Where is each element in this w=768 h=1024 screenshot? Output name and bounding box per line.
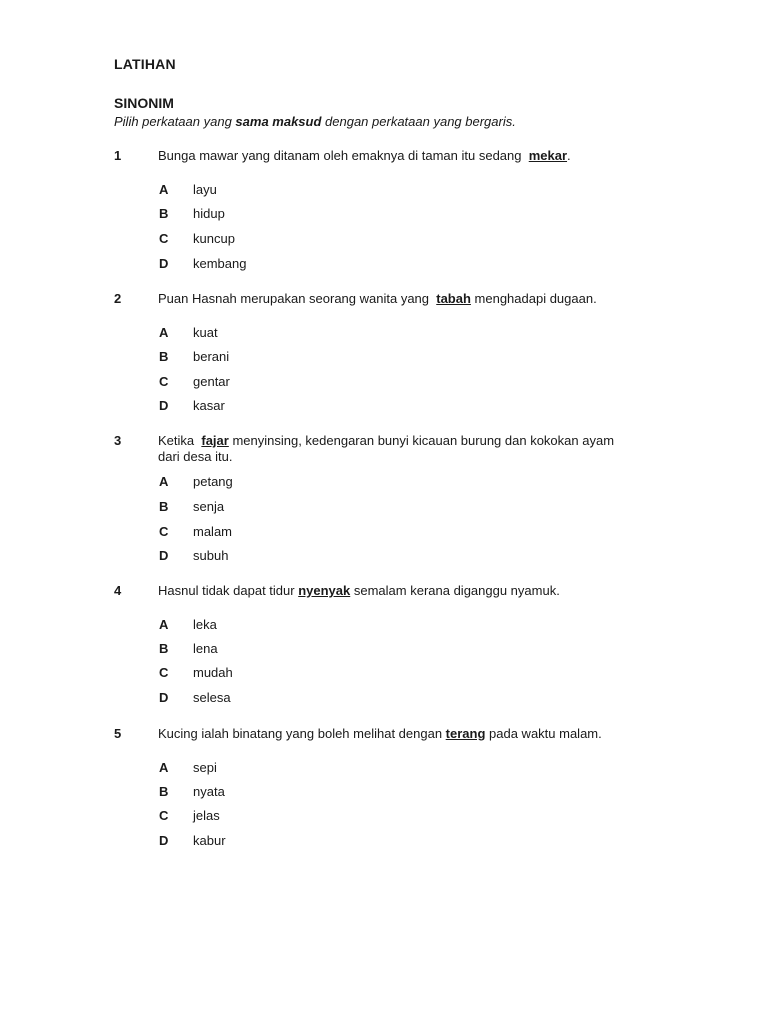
instruction-text [114, 114, 516, 129]
option-text: kabur [193, 833, 226, 848]
option-a [0, 760, 400, 778]
option-text: kasar [193, 398, 225, 413]
option-c [0, 808, 400, 826]
option-d [0, 548, 400, 566]
underlined-keyword: terang [445, 726, 486, 741]
question-text-after: . [567, 148, 571, 163]
question-text-before: Bunga mawar yang ditanam oleh emaknya di taman itu sedang [158, 148, 529, 163]
option-letter: B [159, 499, 169, 514]
option-text: berani [193, 349, 230, 364]
option-b [0, 349, 400, 367]
question-text-before: Ketika [158, 433, 202, 448]
question-number: 1 [114, 148, 122, 163]
question-text-before: Hasnul tidak dapat tidur [158, 583, 299, 598]
option-letter: D [159, 548, 169, 563]
option-c [0, 665, 400, 683]
question-text-after: menyinsing, kedengaran bunyi kicauan burung dan kokokan ayam dari desa itu. [158, 433, 615, 464]
option-letter: C [159, 374, 169, 389]
option-c [0, 374, 400, 392]
question-text [158, 583, 638, 599]
question-text-after: semalam kerana diganggu nyamuk. [350, 583, 560, 598]
question-number: 3 [114, 433, 122, 448]
option-a [0, 325, 400, 343]
question-text [158, 148, 638, 164]
option-b [0, 499, 400, 517]
option-a [0, 617, 400, 635]
option-letter: B [159, 206, 169, 221]
option-text: lena [193, 641, 218, 656]
option-d [0, 398, 400, 416]
option-letter: D [159, 690, 169, 705]
option-letter: B [159, 784, 169, 799]
question-text-before: Puan Hasnah merupakan seorang wanita yang [158, 291, 437, 306]
option-text: gentar [193, 374, 230, 389]
option-letter: C [159, 231, 169, 246]
option-text: malam [193, 524, 233, 539]
option-letter: D [159, 256, 169, 271]
option-letter: A [159, 474, 169, 489]
option-text: jelas [193, 808, 220, 823]
underlined-keyword: fajar [201, 433, 229, 448]
option-text: subuh [193, 548, 229, 563]
underlined-keyword: tabah [436, 291, 471, 306]
instruction-emphasis: sama maksud [235, 114, 322, 129]
option-text: selesa [193, 690, 231, 705]
option-d [0, 256, 400, 274]
option-text: layu [193, 182, 217, 197]
option-c [0, 524, 400, 542]
option-text: petang [193, 474, 233, 489]
question-text [158, 433, 618, 465]
option-text: kuncup [193, 231, 235, 246]
option-d [0, 690, 400, 708]
page-title: LATIHAN [114, 56, 176, 72]
option-letter: A [159, 760, 169, 775]
instruction-after: dengan perkataan yang bergaris. [321, 114, 516, 129]
option-text: hidup [193, 206, 225, 221]
option-text: senja [193, 499, 225, 514]
question-text-after: menghadapi dugaan. [470, 291, 597, 306]
option-letter: C [159, 808, 169, 823]
option-letter: D [159, 833, 169, 848]
option-text: leka [193, 617, 217, 632]
option-letter: D [159, 398, 169, 413]
question-text-before: Kucing ialah binatang yang boleh melihat dengan [158, 726, 446, 741]
option-b [0, 641, 400, 659]
underlined-keyword: mekar [528, 148, 568, 163]
option-text: sepi [193, 760, 217, 775]
question-text-after: pada waktu malam. [485, 726, 602, 741]
option-d [0, 833, 400, 851]
question-text [158, 726, 638, 742]
option-a [0, 474, 400, 492]
option-letter: A [159, 617, 169, 632]
instruction-before: Pilih perkataan yang [114, 114, 236, 129]
question-number: 2 [114, 291, 122, 306]
question-number: 5 [114, 726, 122, 741]
option-letter: C [159, 665, 169, 680]
underlined-keyword: nyenyak [298, 583, 351, 598]
question-text [158, 291, 638, 307]
option-text: kuat [193, 325, 218, 340]
option-c [0, 231, 400, 249]
option-letter: B [159, 641, 169, 656]
question-number: 4 [114, 583, 122, 598]
option-letter: B [159, 349, 169, 364]
option-text: mudah [193, 665, 233, 680]
option-letter: A [159, 182, 169, 197]
option-b [0, 784, 400, 802]
option-a [0, 182, 400, 200]
section-heading: SINONIM [114, 95, 174, 111]
option-letter: C [159, 524, 169, 539]
option-b [0, 206, 400, 224]
option-text: kembang [193, 256, 247, 271]
option-text: nyata [193, 784, 225, 799]
option-letter: A [159, 325, 169, 340]
